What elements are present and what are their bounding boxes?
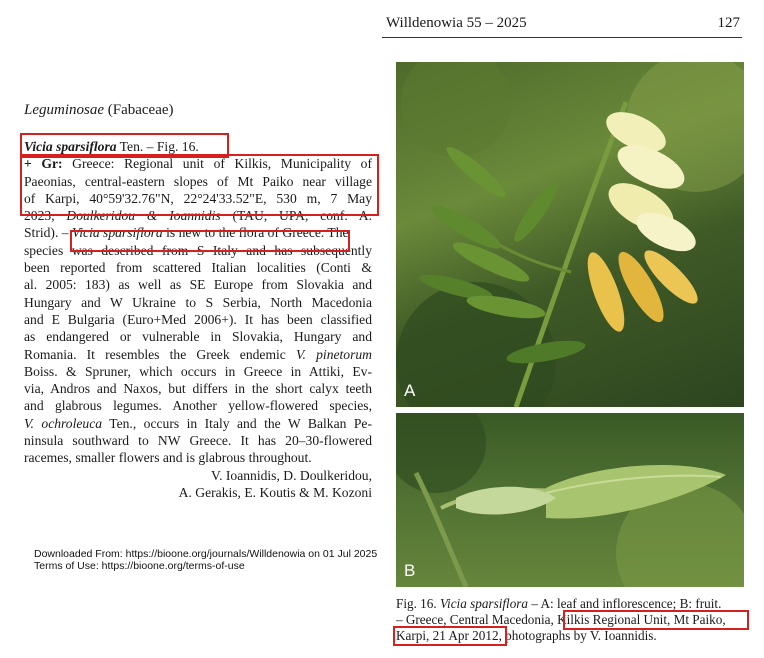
- collector-line: 2023, Doulkeridou & Ioannidis (TAU, UPA, conf. A.: [24, 208, 372, 224]
- photo-fruit: [396, 413, 744, 587]
- photo-label-b: B: [404, 561, 416, 580]
- fruit-illustration: [396, 413, 744, 587]
- locality-line-1: + Gr: Greece: Regional unit of Kilkis, Municipality of: [24, 156, 373, 172]
- species-name: Vicia sparsiflora: [24, 139, 117, 154]
- body-line: via, Andros and Naxos, but differs in the short calyx teeth: [24, 381, 372, 397]
- new-record-text: is new to the flora of Greece.: [162, 225, 325, 241]
- terms-of-use: Terms of Use: https://bioone.org/terms-of-use: [34, 560, 245, 572]
- download-footer: [34, 548, 377, 572]
- caption-species: Vicia sparsiflora: [439, 596, 529, 611]
- plant-illustration: [396, 62, 744, 407]
- body-line: and glabrous legumes. Another yellow-flowered species,: [24, 398, 372, 414]
- region-code: + Gr:: [24, 156, 63, 172]
- body-line: been reported from scattered Italian localities (Conti &: [24, 260, 372, 276]
- authors-line-1: V. Ioannidis, D. Doulkeridou,: [211, 467, 372, 483]
- body-line: as endangered or vulnerable in Slovakia, Hungary and: [24, 329, 372, 345]
- family-name: Leguminosae: [24, 102, 104, 118]
- caption-line-2: – Greece, Central Macedonia, Kilkis Regional Unit, Mt Paiko,: [396, 612, 726, 627]
- new-record-line: Strid). – Vicia sparsiflora is new to the flora of Greece. The: [24, 225, 349, 241]
- caption-line-1: Fig. 16. Vicia sparsiflora – A: leaf and inflorescence; B: fruit.: [396, 596, 722, 611]
- caption-locality: Kilkis Regional Unit, Mt Paiko,: [557, 612, 726, 627]
- body-line: al. 2005: 183) as well as SE Europe from Slovakia and: [24, 277, 372, 293]
- body-line: V. ochroleuca Ten., occurs in Italy and the W Balkan Pe-: [24, 415, 372, 431]
- new-record-species: Vicia sparsiflora: [71, 225, 163, 241]
- species-heading: [24, 138, 372, 155]
- locality-line-3: of Karpi, 40°59'32.76"N, 22°24'33.52"E, 530 m, 7 May: [24, 190, 372, 206]
- page-number: 127: [717, 15, 740, 31]
- caption-line-3: Karpi, 21 Apr 2012, photographs by V. Ioannidis.: [396, 628, 657, 643]
- locality-line-2: Paeonias, central-eastern slopes of Mt Paiko near village: [24, 173, 372, 189]
- family-heading: [24, 102, 174, 119]
- family-alt-name: (Fabaceae): [107, 102, 174, 118]
- photo-label-a: A: [404, 381, 416, 400]
- downloaded-from: Downloaded From: https://bioone.org/journals/Willdenowia on 01 Jul 2025: [34, 548, 378, 560]
- body-line: and E Bulgaria (Euro+Med 2006+). It has been classified: [24, 311, 372, 327]
- photo-leaf-inflorescence: [396, 62, 744, 407]
- caption-date: Karpi, 21 Apr 2012: [396, 628, 499, 643]
- figure-caption: [396, 596, 746, 644]
- body-line: species was described from S Italy and has subsequently: [24, 242, 372, 258]
- journal-header: Willdenowia 55 – 2025: [386, 15, 527, 31]
- header-rule: [382, 37, 742, 38]
- body-line: Hungary and W Ukraine to S Serbia, North Macedonia: [24, 294, 372, 310]
- species-entry: [24, 138, 372, 501]
- species-authority: Ten. – Fig. 16.: [116, 139, 199, 154]
- authors-line-2: A. Gerakis, E. Koutis & M. Kozoni: [178, 484, 372, 500]
- body-line: Romania. It resembles the Greek endemic V. pinetorum: [24, 346, 372, 362]
- body-line: ninsula southward to NW Greece. It has 20–30-flowered: [24, 433, 372, 449]
- body-line: Boiss. & Spruner, which occurs in Greece in Attiki, Ev-: [24, 363, 372, 379]
- collectors: Doulkeridou & Ioannidis: [66, 208, 221, 224]
- body-line: racemes, smaller flowers and is glabrous throughout.: [24, 450, 312, 466]
